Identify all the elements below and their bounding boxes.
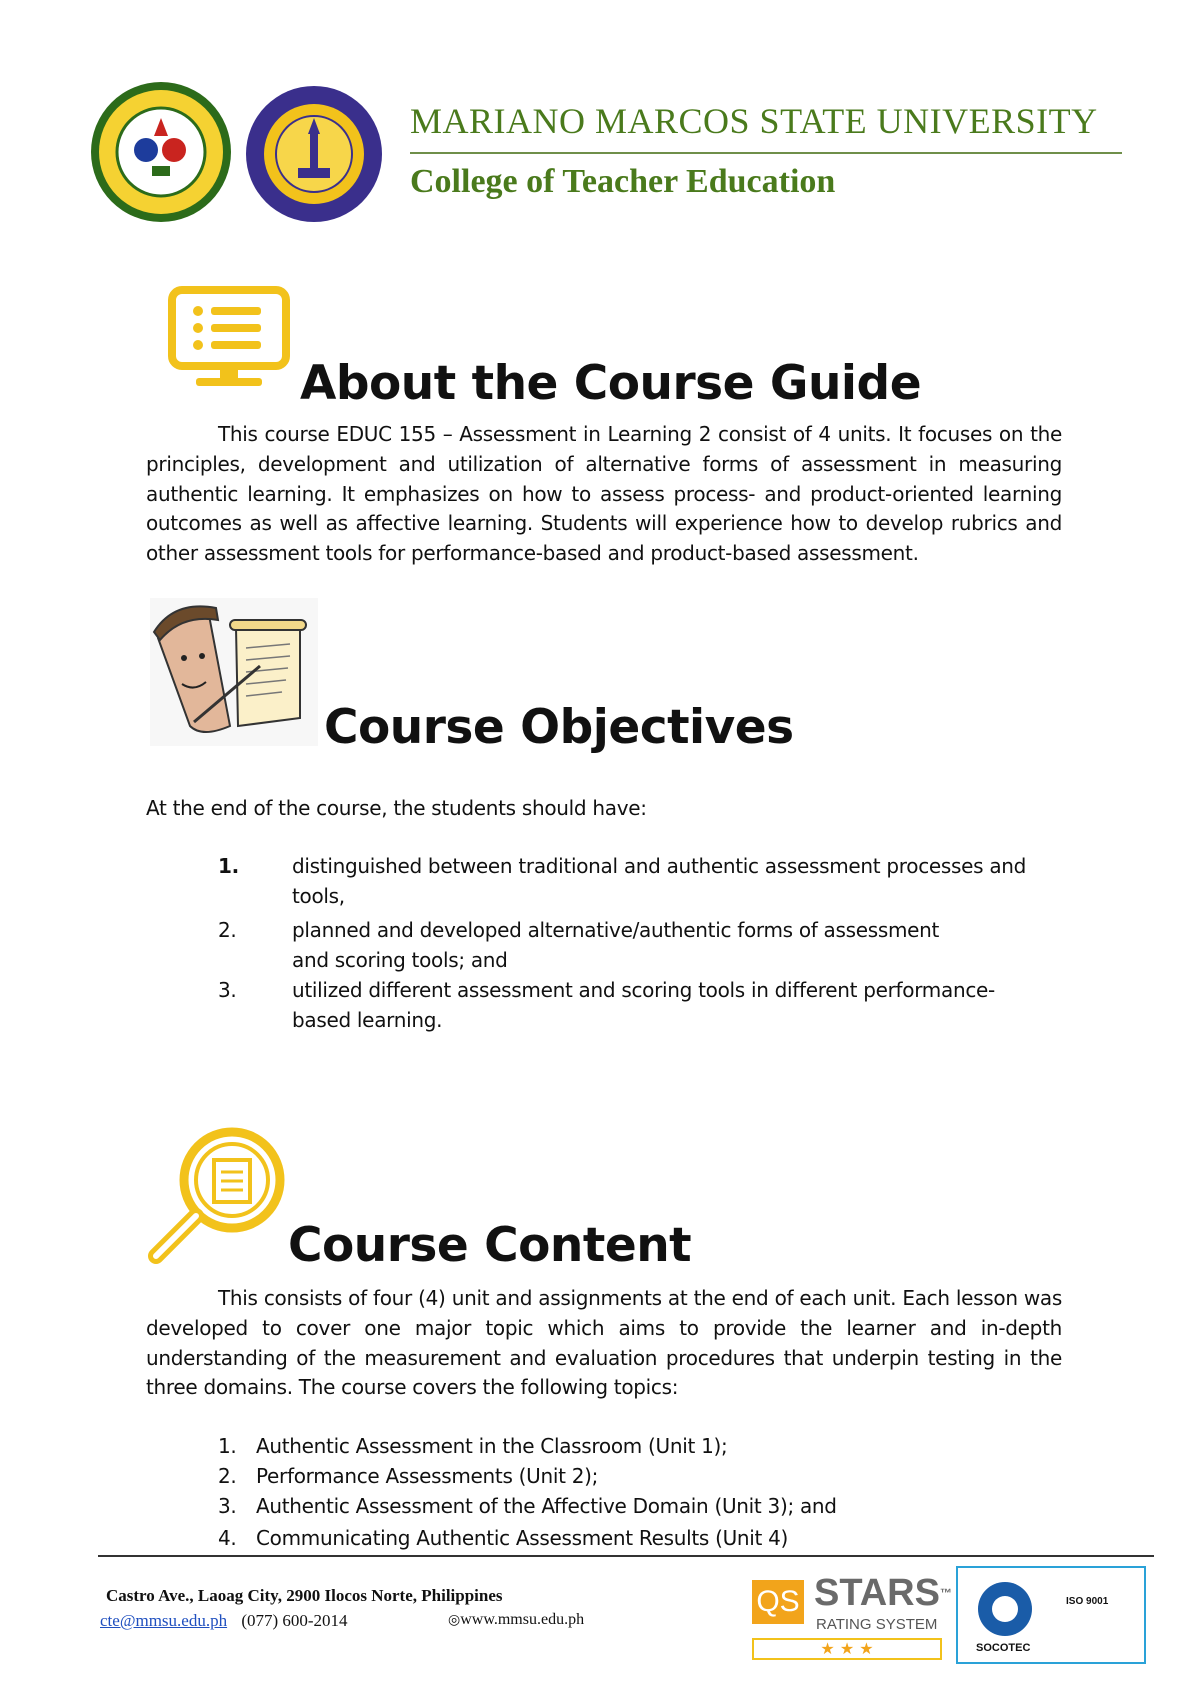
- about-paragraph: [146, 420, 1062, 569]
- list-item-number: 3.: [218, 978, 237, 1002]
- list-item-text: Authentic Assessment in the Classroom (Unit 1);: [256, 1434, 728, 1458]
- content-paragraph-text: This consists of four (4) unit and assignments at the end of each unit. Each lesson was developed to cover one major topic which aims to provide the learner and in-depth understanding of the measurement and evaluation procedures that underpin testing in the three domains. The course covers the following topics:: [146, 1286, 1062, 1400]
- objectives-heading: Course Objectives: [324, 700, 794, 755]
- footer-website[interactable]: [448, 1611, 584, 1629]
- list-monitor-icon: [168, 286, 292, 390]
- list-item-number: 1.: [218, 1434, 237, 1458]
- iso-label: ISO 9001: [1066, 1596, 1109, 1607]
- list-item-number: 3.: [218, 1494, 237, 1518]
- list-item-text: Authentic Assessment of the Affective Domain (Unit 3); and: [256, 1494, 837, 1518]
- about-heading: About the Course Guide: [300, 356, 922, 411]
- footer-address: Castro Ave., Laoag City, 2900 Ilocos Norte, Philippines: [106, 1586, 503, 1605]
- socotec-label: SOCOTEC: [976, 1642, 1031, 1654]
- qs-stars-logo: [752, 1572, 952, 1664]
- stars-title: STARS™: [814, 1572, 952, 1614]
- list-item-number: 2.: [218, 1464, 237, 1488]
- college-name: College of Teacher Education: [410, 163, 836, 200]
- about-paragraph-text: This course EDUC 155 – Assessment in Learning 2 consist of 4 units. It focuses on the principles, development and utilization of alternative forms of assessment in measuring authentic learning. It emphasizes on how to assess process- and product-oriented learning outcomes as well as affective learning. Students will experience how to develop rubrics and other assessment tools for performance-based and product-based assessment.: [146, 422, 1062, 566]
- phone-number: (077) 600-2014: [241, 1611, 348, 1630]
- list-item-text: distinguished between traditional and authentic assessment processes and tools,: [292, 854, 1027, 908]
- university-name: MARIANO MARCOS STATE UNIVERSITY: [410, 101, 1098, 141]
- list-item-number: 1.: [218, 854, 239, 878]
- footer-contact: [100, 1611, 348, 1631]
- list-item-number: 2.: [218, 918, 237, 942]
- list-item-number: 4.: [218, 1526, 237, 1550]
- list-item-text: Performance Assessments (Unit 2);: [256, 1464, 599, 1488]
- header-divider: [410, 152, 1122, 154]
- list-item-text: planned and developed alternative/authentic forms of assessment and scoring tools; and: [292, 918, 940, 972]
- mmsu-seal: [86, 80, 236, 225]
- website-text: www.mmsu.edu.ph: [460, 1611, 585, 1628]
- footer-divider: [98, 1555, 1154, 1557]
- content-paragraph: [146, 1284, 1062, 1403]
- stars-rating: ★ ★ ★: [752, 1638, 942, 1660]
- list-item-text: Communicating Authentic Assessment Results (Unit 4): [256, 1526, 789, 1550]
- socotec-emblem: [978, 1582, 1032, 1636]
- cte-seal: [244, 84, 384, 224]
- globe-icon: ◎: [448, 1613, 461, 1628]
- magnifier-document-icon: [146, 1124, 286, 1266]
- socotec-iso-logo: [956, 1566, 1146, 1664]
- teacher-scroll-illustration: [150, 598, 318, 746]
- email-link[interactable]: cte@mmsu.edu.ph: [100, 1611, 228, 1630]
- list-item-text: utilized different assessment and scoring tools in different performance-based learning.: [292, 978, 995, 1032]
- objectives-intro: At the end of the course, the students should have:: [146, 796, 647, 820]
- qs-badge: QS: [752, 1580, 804, 1624]
- content-heading: Course Content: [288, 1218, 692, 1273]
- stars-subtitle: RATING SYSTEM: [816, 1616, 938, 1633]
